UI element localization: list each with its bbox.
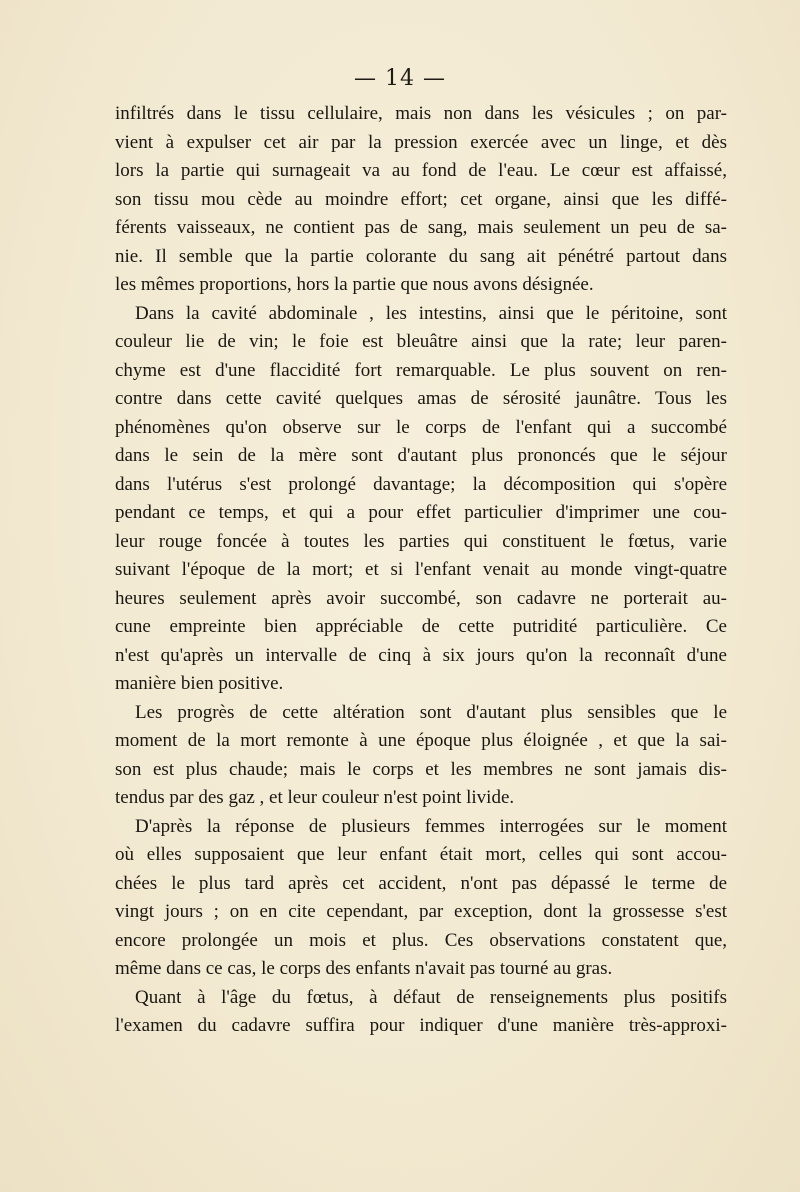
text-line: l'examen du cadavre suffira pour indiquer d'une manière très-approxi-: [115, 1015, 727, 1036]
text-line: leur rouge foncée à toutes les parties qui constituent le fœtus, varie: [115, 530, 727, 552]
text-line: vingt jours ; on en cite cependant, par exception, dont la grossesse s'est: [115, 901, 727, 922]
text-line: pendant ce temps, et qui a pour effet particulier d'imprimer une cou-: [115, 502, 727, 523]
text-line: suivant l'époque de la mort; et si l'enfant venait au monde vingt-quatre: [115, 559, 727, 580]
text-line: lors la partie qui surnageait va au fond de l'eau. Le cœur est affaissé,: [115, 160, 727, 181]
text-line: chyme est d'une flaccidité fort remarquable. Le plus souvent on ren-: [115, 359, 727, 381]
text-line: encore prolongée un mois et plus. Ces observations constatent que,: [115, 929, 727, 951]
text-line: infiltrés dans le tissu cellulaire, mais non dans les vésicules ; on par-: [115, 103, 727, 124]
text-line: Quant à l'âge du fœtus, à défaut de renseignements plus positifs: [135, 986, 727, 1008]
paragraph: [115, 300, 727, 699]
text-line: férents vaisseaux, ne contient pas de sang, mais seulement un peu de sa-: [115, 217, 727, 238]
text-line: vient à expulser cet air par la pression exercée avec un linge, et dès: [115, 131, 727, 153]
text-line: moment de la mort remonte à une époque plus éloignée , et que la sai-: [115, 730, 727, 751]
paragraph: [115, 100, 727, 300]
text-line: cune empreinte bien appréciable de cette putridité particulière. Ce: [115, 616, 727, 637]
text-line: phénomènes qu'on observe sur le corps de l'enfant qui a succombé: [115, 416, 727, 438]
text-line: son tissu mou cède au moindre effort; cet organe, ainsi que les diffé-: [115, 188, 727, 210]
text-line: où elles supposaient que leur enfant était mort, celles qui sont accou-: [115, 844, 727, 865]
text-line: n'est qu'après un intervalle de cinq à six jours qu'on la reconnaît d'une: [115, 644, 727, 666]
paragraph: [115, 699, 727, 813]
text-line: Les progrès de cette altération sont d'autant plus sensibles que le: [135, 701, 727, 723]
page-number: — 14 —: [354, 66, 446, 91]
text-line: dans le sein de la mère sont d'autant plus prononcés que le séjour: [115, 445, 727, 466]
text-line: chées le plus tard après cet accident, n'ont pas dépassé le terme de: [115, 872, 727, 894]
text-line: les mêmes proportions, hors la partie que nous avons désignée.: [115, 274, 594, 295]
text-line: contre dans cette cavité quelques amas de sérosité jaunâtre. Tous les: [115, 388, 727, 409]
paragraph: [115, 813, 727, 984]
text-line: dans l'utérus s'est prolongé davantage; la décomposition qui s'opère: [115, 473, 727, 495]
body-text: [115, 100, 727, 1041]
text-line: même dans ce cas, le corps des enfants n'avait pas tourné au gras.: [115, 958, 613, 979]
text-line: heures seulement après avoir succombé, son cadavre ne porterait au-: [115, 587, 727, 609]
paragraph: [115, 984, 727, 1041]
text-line: manière bien positive.: [115, 673, 284, 694]
text-line: couleur lie de vin; le foie est bleuâtre ainsi que la rate; leur paren-: [115, 331, 727, 352]
text-line: nie. Il semble que la partie colorante du sang ait pénétré partout dans: [115, 245, 727, 267]
text-line: Dans la cavité abdominale , les intestins, ainsi que le péritoine, sont: [135, 302, 727, 324]
text-line: D'après la réponse de plusieurs femmes interrogées sur le moment: [135, 815, 727, 837]
text-line: son est plus chaude; mais le corps et les membres ne sont jamais dis-: [115, 758, 727, 780]
text-line: tendus par des gaz , et leur couleur n'est point livide.: [115, 787, 515, 808]
